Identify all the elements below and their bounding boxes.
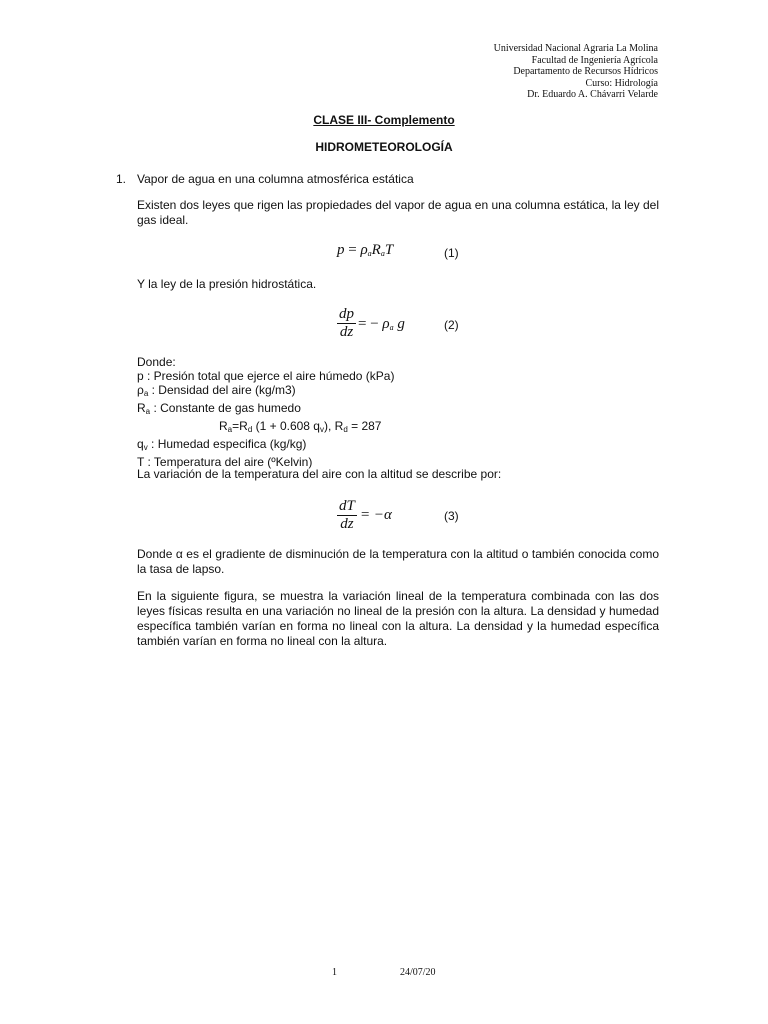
formula-ra-sub: a [227,425,233,434]
institution-header [494,43,658,101]
formula-rd2-sub: d [343,425,348,434]
header-faculty: Facultad de Ingeniería Agrícola [531,54,658,66]
paragraph-hydrostatic: Y la ley de la presión hidrostática. [137,277,317,291]
def-density-symbol: ρ [137,383,144,397]
equation-ideal-gas [337,242,393,259]
eq1-equals: = [348,242,357,258]
equation-hydrostatic-rhs [358,316,405,333]
formula-qv-sub: v [319,425,324,434]
header-university: Universidad Nacional Agraria La Molina [493,43,658,54]
eq2-rho-sub: a [389,323,394,332]
paragraph-figure-description: En la siguiente figura, se muestra la variación lineal de la temperatura combinada con las dos leyes físicas resulta en una variación no lineal de la presión con la altura. La densidad y humedad específica también varían en forma no lineal con la altura. La densidad y la humedad específica también varían en forma no lineal con la altura. [137,589,659,648]
header-author: Dr. Eduardo A. Chávarri Velarde [527,89,658,100]
def-gas-constant-formula [137,419,394,437]
paragraph-lapse-rate: Donde α es el gradiente de disminución de la temperatura con la altitud o también conocida como la tasa de lapso. [137,547,659,576]
eq3-numerator: dT [339,498,355,514]
header-course: Curso: Hidrología [585,77,658,89]
def-density [137,383,394,401]
formula-rd-sub: d [247,425,253,434]
def-temperature: T : Temperatura del aire (ºKelvin) [137,455,313,469]
definitions-intro: Donde: [137,355,176,369]
eq2-numerator: dp [339,306,354,322]
definitions-list [137,355,394,469]
eq1-rho-sub: a [367,249,372,258]
eq1-rho: ρ [360,242,368,258]
eq1-p: p [337,242,345,258]
eq2-g: g [397,316,405,332]
formula-ra: R [219,419,228,433]
equation-number-1: (1) [444,246,459,260]
def-humidity-symbol: q [137,437,144,451]
eq2-equals-minus: = − [358,316,379,332]
formula-rd-value: = 287 [347,419,382,433]
eq1-R: R [371,242,381,258]
page-subtitle: HIDROMETEOROLOGÍA [315,140,453,154]
eq2-rho: ρ [382,316,390,332]
eq3-denominator: dz [340,516,354,532]
formula-rd2: ), R [323,419,344,433]
page-number: 1 [332,967,337,978]
equation-lapse-rate-rhs: = −α [360,507,392,523]
formula-rd: =R [232,419,248,433]
def-gas-constant-symbol: R [137,401,146,415]
paragraph-temperature-variation: La variación de la temperatura del aire con la altitud se describe por: [137,467,502,481]
equation-number-3: (3) [444,509,459,523]
eq1-T: T [384,242,394,258]
def-gas-constant [137,401,394,419]
def-density-sub: a [143,389,149,398]
def-gas-constant-text: : Constante de gas humedo [150,401,301,415]
def-density-text: : Densidad del aire (kg/m3) [148,383,296,397]
paragraph-ideal-gas: Existen dos leyes que rigen las propiedades del vapor de agua en una columna estática, la ley del gas ideal. [137,198,659,227]
footer-date: 24/07/20 [400,967,436,978]
eq2-denominator: dz [339,324,354,340]
header-department: Departamento de Recursos Hídricos [513,66,658,77]
def-humidity-text: : Humedad especifica (kg/kg) [147,437,307,451]
equation-number-2: (2) [444,318,459,332]
section-number: 1. [116,172,127,186]
eq2-fraction [337,306,356,341]
formula-qv: (1 + 0.608 q [252,419,320,433]
page-title: CLASE III- Complemento [313,113,455,127]
eq3-fraction [337,498,357,533]
def-humidity-sub: v [143,443,148,452]
def-specific-humidity [137,437,394,455]
def-gas-constant-sub: a [145,407,151,416]
section-heading: Vapor de agua en una columna atmosférica estática [137,172,414,186]
eq1-R-sub: a [380,249,385,258]
def-pressure: p : Presión total que ejerce el aire húmedo (kPa) [137,369,395,383]
